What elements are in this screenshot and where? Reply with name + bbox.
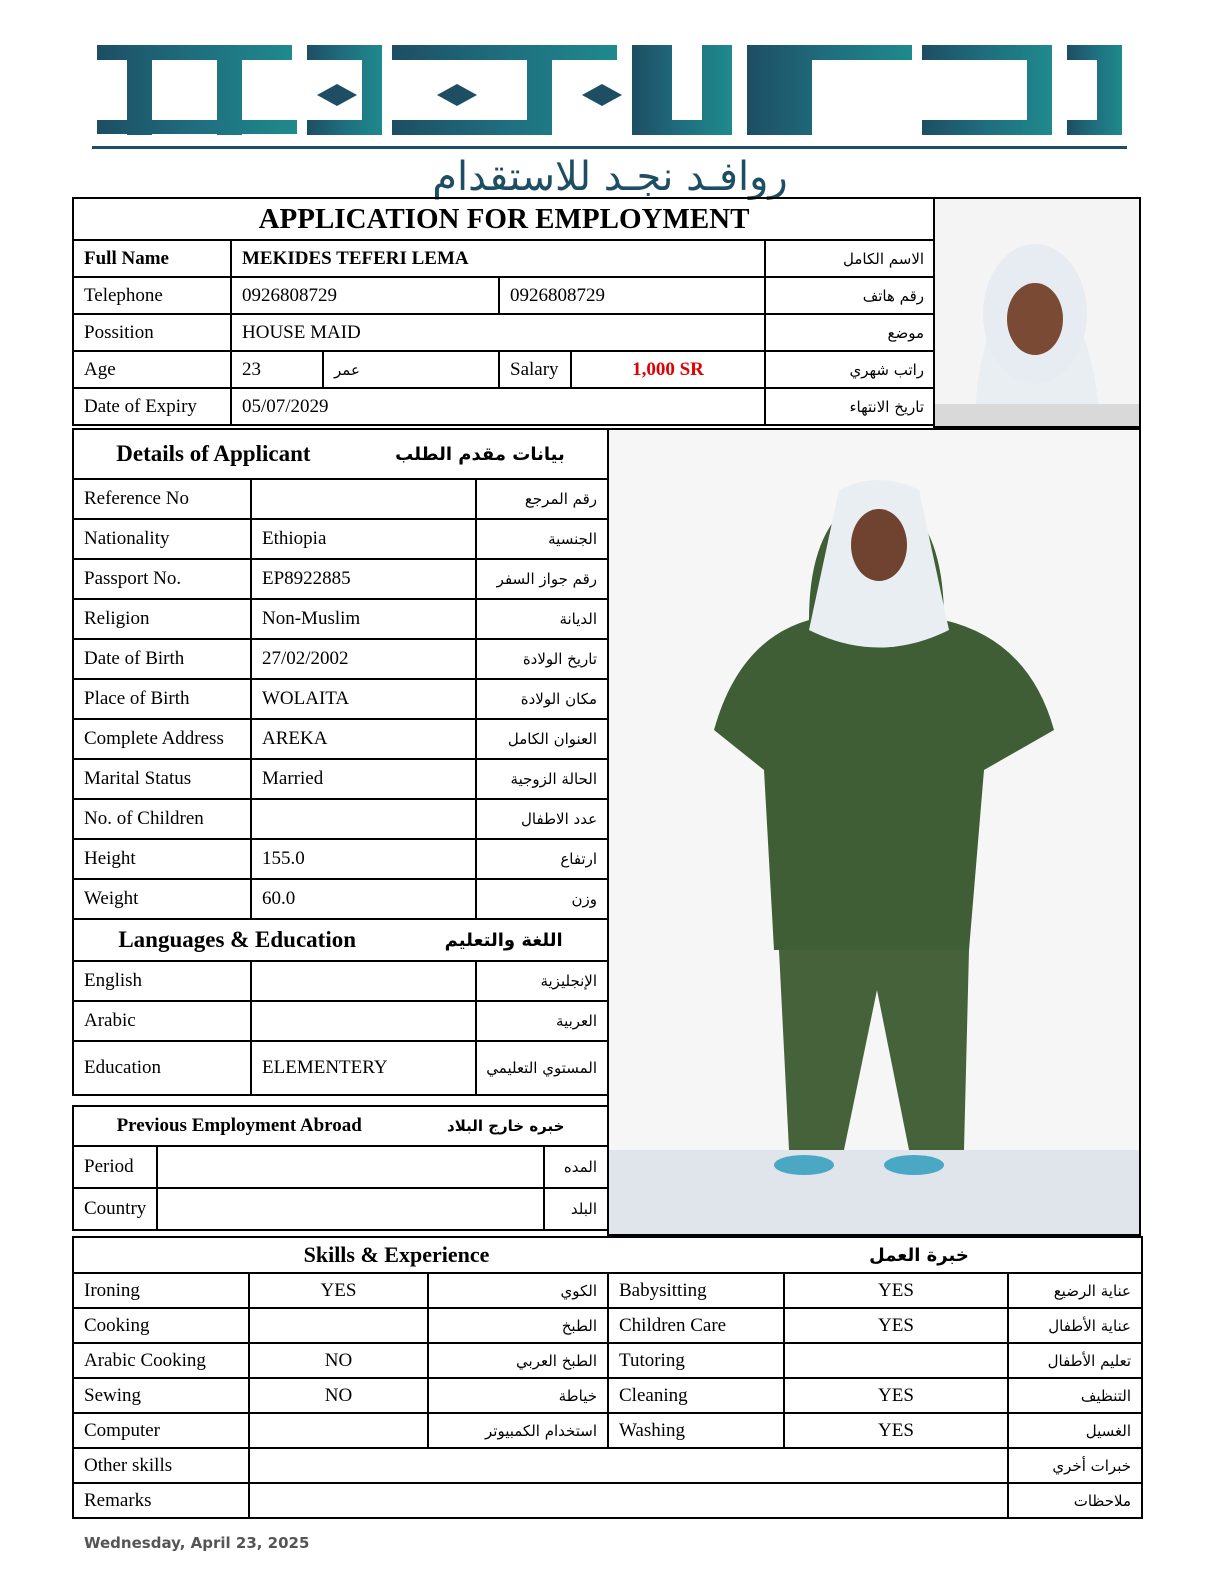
- previous-row: [73, 1188, 608, 1230]
- detail-row-label-ar: الجنسية: [476, 519, 608, 559]
- skill-label-ar: التنظيف: [1008, 1378, 1142, 1413]
- skills-section-title: Skills & Experience: [303, 1242, 490, 1267]
- skill-label-ar: الطبخ: [428, 1308, 608, 1343]
- skill-value: YES: [784, 1413, 1008, 1448]
- detail-row: [73, 559, 608, 599]
- skill-label-ar: عناية الرضيع: [1008, 1273, 1142, 1308]
- other-skills-label: Other skills: [73, 1448, 249, 1483]
- previous-rows: [73, 1146, 608, 1230]
- language-row-value: [251, 961, 476, 1001]
- other-skills-label-ar: خبرات أخري: [1008, 1448, 1142, 1483]
- skill-value: YES: [249, 1273, 428, 1308]
- applicant-full-body-photo: [607, 428, 1141, 1236]
- language-row-label: Education: [73, 1041, 251, 1095]
- detail-row-value: AREKA: [251, 719, 476, 759]
- age-label: Age: [73, 351, 231, 388]
- skill-label: Ironing: [73, 1273, 249, 1308]
- detail-row-label: Religion: [73, 599, 251, 639]
- skill-label: Washing: [608, 1413, 784, 1448]
- skill-row: [73, 1308, 1142, 1343]
- skill-label-ar: استخدام الكمبيوتر: [428, 1413, 608, 1448]
- language-row: [73, 1041, 608, 1095]
- expiry-value: 05/07/2029: [231, 388, 765, 425]
- previous-row-label: Country: [73, 1188, 157, 1230]
- detail-row-value: 27/02/2002: [251, 639, 476, 679]
- detail-row-value: WOLAITA: [251, 679, 476, 719]
- telephone-value-1: 0926808729: [231, 277, 499, 314]
- full-name-value: MEKIDES TEFERI LEMA: [231, 240, 765, 277]
- language-row-value: ELEMENTERY: [251, 1041, 476, 1095]
- previous-row-value: [157, 1146, 544, 1188]
- detail-row-label-ar: الحالة الزوجية: [476, 759, 608, 799]
- remarks-label: Remarks: [73, 1483, 249, 1518]
- details-rows: [73, 479, 608, 919]
- language-row: [73, 1001, 608, 1041]
- detail-row-label-ar: العنوان الكامل: [476, 719, 608, 759]
- skill-label-ar: خياطة: [428, 1378, 608, 1413]
- skill-value: NO: [249, 1378, 428, 1413]
- details-table: [72, 428, 609, 1096]
- salary-label-ar: راتب شهري: [765, 351, 935, 388]
- skills-rows: [73, 1273, 1142, 1448]
- previous-row-label: Period: [73, 1146, 157, 1188]
- detail-row-value: [251, 799, 476, 839]
- salary-value: 1,000 SR: [571, 351, 765, 388]
- skills-table: [72, 1236, 1143, 1519]
- applicant-portrait-photo: [933, 197, 1141, 428]
- detail-row-value: Ethiopia: [251, 519, 476, 559]
- position-label-ar: موضع: [765, 314, 935, 351]
- skill-label-ar: تعليم الأطفال: [1008, 1343, 1142, 1378]
- skill-label: Computer: [73, 1413, 249, 1448]
- details-section-title: Details of Applicant: [116, 441, 311, 466]
- skill-value: [249, 1308, 428, 1343]
- detail-row: [73, 799, 608, 839]
- telephone-value-2: 0926808729: [499, 277, 765, 314]
- position-value: HOUSE MAID: [231, 314, 765, 351]
- detail-row: [73, 879, 608, 919]
- language-row-value: [251, 1001, 476, 1041]
- skill-label: Tutoring: [608, 1343, 784, 1378]
- skill-label: Sewing: [73, 1378, 249, 1413]
- age-value: 23: [231, 351, 323, 388]
- expiry-label-ar: تاريخ الانتهاء: [765, 388, 935, 425]
- telephone-label: Telephone: [73, 277, 231, 314]
- full-name-label: Full Name: [73, 240, 231, 277]
- detail-row-label-ar: تاريخ الولادة: [476, 639, 608, 679]
- other-skills-value: [249, 1448, 1008, 1483]
- skill-label-ar: الطبخ العربي: [428, 1343, 608, 1378]
- form-title: APPLICATION FOR EMPLOYMENT: [73, 198, 935, 240]
- language-row: [73, 961, 608, 1001]
- previous-employment-table: [72, 1105, 609, 1231]
- skill-label: Children Care: [608, 1308, 784, 1343]
- skill-value: YES: [784, 1273, 1008, 1308]
- skill-value: [784, 1343, 1008, 1378]
- position-label: Possition: [73, 314, 231, 351]
- detail-row: [73, 679, 608, 719]
- expiry-label: Date of Expiry: [73, 388, 231, 425]
- language-row-label-ar: العربية: [476, 1001, 608, 1041]
- detail-row: [73, 639, 608, 679]
- skill-label-ar: الكوي: [428, 1273, 608, 1308]
- detail-row-value: 155.0: [251, 839, 476, 879]
- previous-row-label-ar: البلد: [544, 1188, 608, 1230]
- languages-rows: [73, 961, 608, 1095]
- detail-row-label-ar: ارتفاع: [476, 839, 608, 879]
- skill-value: YES: [784, 1378, 1008, 1413]
- skill-label: Cleaning: [608, 1378, 784, 1413]
- language-row-label-ar: الإنجليزية: [476, 961, 608, 1001]
- skill-label: Cooking: [73, 1308, 249, 1343]
- details-section-title-ar: بيانات مقدم الطلب: [395, 443, 565, 465]
- skill-label: Babysitting: [608, 1273, 784, 1308]
- telephone-label-ar: رقم هاتف: [765, 277, 935, 314]
- detail-row-label-ar: رقم جواز السفر: [476, 559, 608, 599]
- detail-row: [73, 479, 608, 519]
- language-row-label: English: [73, 961, 251, 1001]
- detail-row: [73, 839, 608, 879]
- detail-row-label: Complete Address: [73, 719, 251, 759]
- skill-label: Arabic Cooking: [73, 1343, 249, 1378]
- detail-row-value: [251, 479, 476, 519]
- remarks-value: [249, 1483, 1008, 1518]
- detail-row: [73, 519, 608, 559]
- previous-section-title: Previous Employment Abroad: [116, 1115, 362, 1136]
- previous-section-title-ar: خبره خارج البلاد: [447, 1117, 565, 1135]
- detail-row-label-ar: الديانة: [476, 599, 608, 639]
- detail-row-label: Reference No: [73, 479, 251, 519]
- detail-row-value: EP8922885: [251, 559, 476, 599]
- languages-section-title: Languages & Education: [118, 927, 357, 952]
- detail-row-label-ar: عدد الاطفال: [476, 799, 608, 839]
- salary-label: Salary: [499, 351, 571, 388]
- detail-row-label: No. of Children: [73, 799, 251, 839]
- detail-row-value: Married: [251, 759, 476, 799]
- detail-row-label: Marital Status: [73, 759, 251, 799]
- detail-row: [73, 759, 608, 799]
- detail-row-label-ar: مكان الولادة: [476, 679, 608, 719]
- skill-value: YES: [784, 1308, 1008, 1343]
- detail-row-value: 60.0: [251, 879, 476, 919]
- company-logo: [92, 40, 1132, 200]
- language-row-label: Arabic: [73, 1001, 251, 1041]
- skill-value: NO: [249, 1343, 428, 1378]
- age-label-ar: عمر: [323, 351, 499, 388]
- full-name-label-ar: الاسم الكامل: [765, 240, 935, 277]
- skill-row: [73, 1343, 1142, 1378]
- skills-section-title-ar: خبرة العمل: [869, 1244, 969, 1266]
- languages-section-title-ar: اللغة والتعليم: [444, 929, 563, 951]
- detail-row-label: Date of Birth: [73, 639, 251, 679]
- detail-row-label-ar: وزن: [476, 879, 608, 919]
- previous-row-label-ar: المده: [544, 1146, 608, 1188]
- footer-date: Wednesday, April 23, 2025: [84, 1534, 310, 1552]
- skill-row: [73, 1273, 1142, 1308]
- previous-row-value: [157, 1188, 544, 1230]
- detail-row-label: Place of Birth: [73, 679, 251, 719]
- language-row-label-ar: المستوي التعليمي: [476, 1041, 608, 1095]
- detail-row-label: Nationality: [73, 519, 251, 559]
- detail-row: [73, 719, 608, 759]
- skill-label-ar: الغسيل: [1008, 1413, 1142, 1448]
- detail-row: [73, 599, 608, 639]
- remarks-label-ar: ملاحظات: [1008, 1483, 1142, 1518]
- skill-row: [73, 1378, 1142, 1413]
- skill-value: [249, 1413, 428, 1448]
- detail-row-value: Non-Muslim: [251, 599, 476, 639]
- logo-arabic-text: روافـد نجـد للاستقدام: [432, 154, 788, 200]
- detail-row-label: Passport No.: [73, 559, 251, 599]
- detail-row-label-ar: رقم المرجع: [476, 479, 608, 519]
- header-table: [72, 197, 936, 426]
- skill-label-ar: عناية الأطفال: [1008, 1308, 1142, 1343]
- detail-row-label: Height: [73, 839, 251, 879]
- skill-row: [73, 1413, 1142, 1448]
- detail-row-label: Weight: [73, 879, 251, 919]
- previous-row: [73, 1146, 608, 1188]
